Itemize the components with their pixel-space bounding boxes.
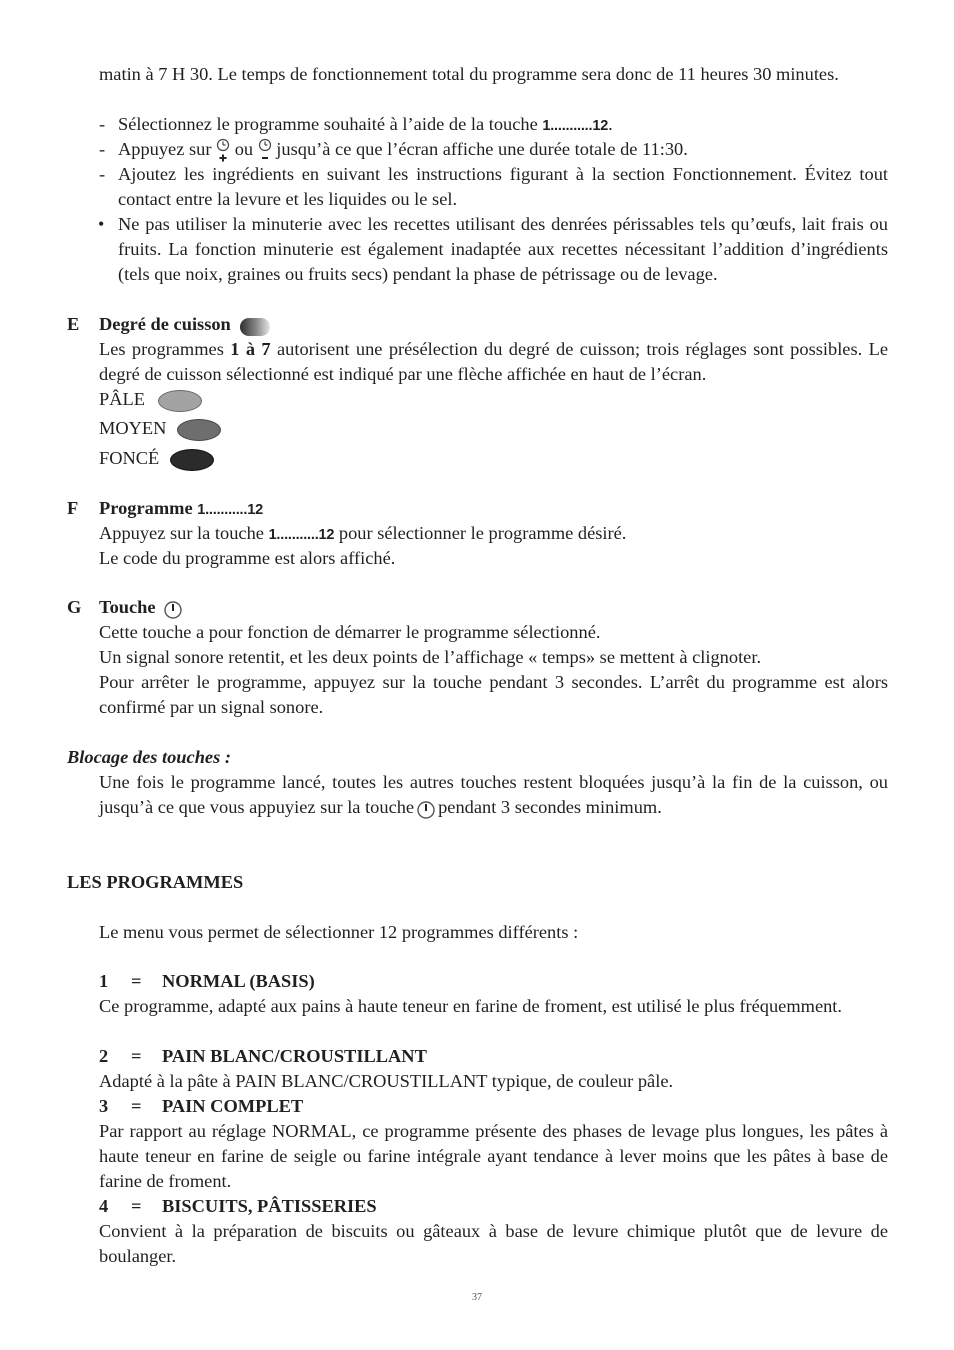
clock-plus-icon	[216, 137, 230, 164]
page-number: 37	[472, 1292, 482, 1303]
section-e-text	[99, 337, 888, 387]
program-number: 3	[99, 1096, 109, 1116]
timer-warning: Ne pas utiliser la minuterie avec les recettes utilisant des denrées périssables tels qu’œufs, lait frais ou fruits. La fonction minuterie est également inadaptée aux recettes nécessitant l’addition d’ingrédients (tels que noix, graines ou fruits secs) pendant la phase de pétrissage ou de levage.	[118, 214, 888, 284]
program-key-label: 1...........12	[542, 118, 609, 134]
program-number: 1	[99, 971, 109, 991]
crust-level-medium	[99, 416, 888, 441]
body-text-bold: 1 à 7	[230, 339, 271, 359]
power-icon	[160, 596, 183, 621]
section-g-line2: Un signal sonore retentit, et les deux points de l’affichage « temps» se mettent à clignoter.	[99, 647, 762, 667]
bullet-marker: •	[98, 214, 105, 234]
program-number: 2	[99, 1046, 109, 1066]
body-text: Appuyez sur la touche	[99, 523, 264, 543]
programs-heading: LES PROGRAMMES	[67, 872, 244, 892]
section-f-line1	[99, 521, 888, 548]
section-g-line1: Cette touche a pour fonction de démarrer le programme sélectionné.	[99, 622, 601, 642]
dash-marker: -	[99, 114, 106, 134]
key-lock-title: Blocage des touches :	[67, 747, 231, 767]
program-name: PAIN COMPLET	[162, 1096, 304, 1116]
body-text: Une fois le programme lancé, toutes les autres touches restent bloquées jusqu’à la fin de la cuisson, ou jusqu’à ce que vous appuyiez sur la touche	[99, 772, 888, 817]
section-f-title	[99, 496, 888, 523]
instruction-text: .	[608, 114, 613, 134]
clock-minus-icon	[258, 137, 272, 164]
body-text: pendant 3 secondes minimum.	[438, 797, 662, 817]
section-title: Programme	[99, 498, 193, 518]
section-g-title	[99, 595, 888, 621]
programs-intro: Le menu vous permet de sélectionner 12 programmes différents :	[99, 922, 579, 942]
program-description: Adapté à la pâte à PAIN BLANC/CROUSTILLANT typique, de couleur pâle.	[99, 1071, 674, 1091]
section-letter-f: F	[67, 498, 79, 518]
program-name: PAIN BLANC/CROUSTILLANT	[162, 1046, 427, 1066]
program-description: Ce programme, adapté aux pains à haute teneur en farine de froment, est utilisé le plus fréquemment.	[99, 996, 843, 1016]
crust-level-label: PÂLE	[99, 389, 145, 409]
dash-marker: -	[99, 139, 106, 159]
key-lock-text	[99, 770, 888, 821]
section-letter-e: E	[67, 314, 80, 334]
program-description: Convient à la préparation de biscuits ou gâteaux à base de levure chimique plutôt que de levure de boulanger.	[99, 1221, 888, 1266]
instruction-text: ou	[234, 139, 254, 159]
program-name: BISCUITS, PÂTISSERIES	[162, 1196, 377, 1216]
crust-pale-icon	[158, 390, 202, 412]
instruction-set-time	[118, 137, 888, 164]
program-key-label: 1...........12	[197, 502, 263, 518]
section-g-line3: Pour arrêter le programme, appuyez sur la touche pendant 3 secondes. L’arrêt du programme est alors confirmé par un signal sonore.	[99, 672, 888, 717]
program-equals: =	[131, 971, 142, 991]
crust-dark-icon	[170, 449, 214, 471]
instruction-add-ingredients: Ajoutez les ingrédients en suivant les instructions figurant à la section Fonctionnement. Évitez tout contact entre la levure et les liquides ou le sel.	[118, 164, 888, 209]
section-title: Degré de cuisson	[99, 314, 231, 334]
instruction-text: jusqu’à ce que l’écran affiche une durée totale de 11:30.	[276, 139, 688, 159]
crust-medium-icon	[177, 419, 221, 441]
crust-level-label: MOYEN	[99, 418, 167, 438]
body-text: Les programmes	[99, 339, 224, 359]
intro-paragraph: matin à 7 H 30. Le temps de fonctionnement total du programme sera donc de 11 heures 30 minutes.	[99, 64, 839, 84]
power-icon	[414, 796, 438, 821]
program-name: NORMAL (BASIS)	[162, 971, 315, 991]
program-equals: =	[131, 1096, 142, 1116]
program-equals: =	[131, 1196, 142, 1216]
section-f-line2: Le code du programme est alors affiché.	[99, 548, 396, 568]
section-title: Touche	[99, 597, 156, 617]
section-letter-g: G	[67, 597, 82, 617]
section-e-title	[99, 312, 888, 338]
crust-level-pale	[99, 387, 888, 412]
crust-gradient-icon	[235, 313, 271, 338]
instruction-text: Sélectionnez le programme souhaité à l’aide de la touche	[118, 114, 538, 134]
crust-level-dark	[99, 446, 888, 471]
body-text: pour sélectionner le programme désiré.	[338, 523, 627, 543]
program-key-label: 1...........12	[268, 527, 335, 543]
body-text: autorisent une présélection du degré de cuisson; trois réglages sont possibles. Le degré de cuisson sélectionné est indiqué par une flèche affichée en haut de l’écran.	[99, 339, 888, 384]
crust-level-label: FONCÉ	[99, 448, 160, 468]
instruction-text: Appuyez sur	[118, 139, 212, 159]
instruction-select-program	[118, 112, 888, 139]
program-equals: =	[131, 1046, 142, 1066]
program-description: Par rapport au réglage NORMAL, ce programme présente des phases de levage plus longues, les pâtes à haute teneur en farine de seigle ou farine intégrale ayant tendance à lever moins que les pâtes à base de farine de froment.	[99, 1121, 888, 1191]
program-number: 4	[99, 1196, 109, 1216]
dash-marker: -	[99, 164, 106, 184]
